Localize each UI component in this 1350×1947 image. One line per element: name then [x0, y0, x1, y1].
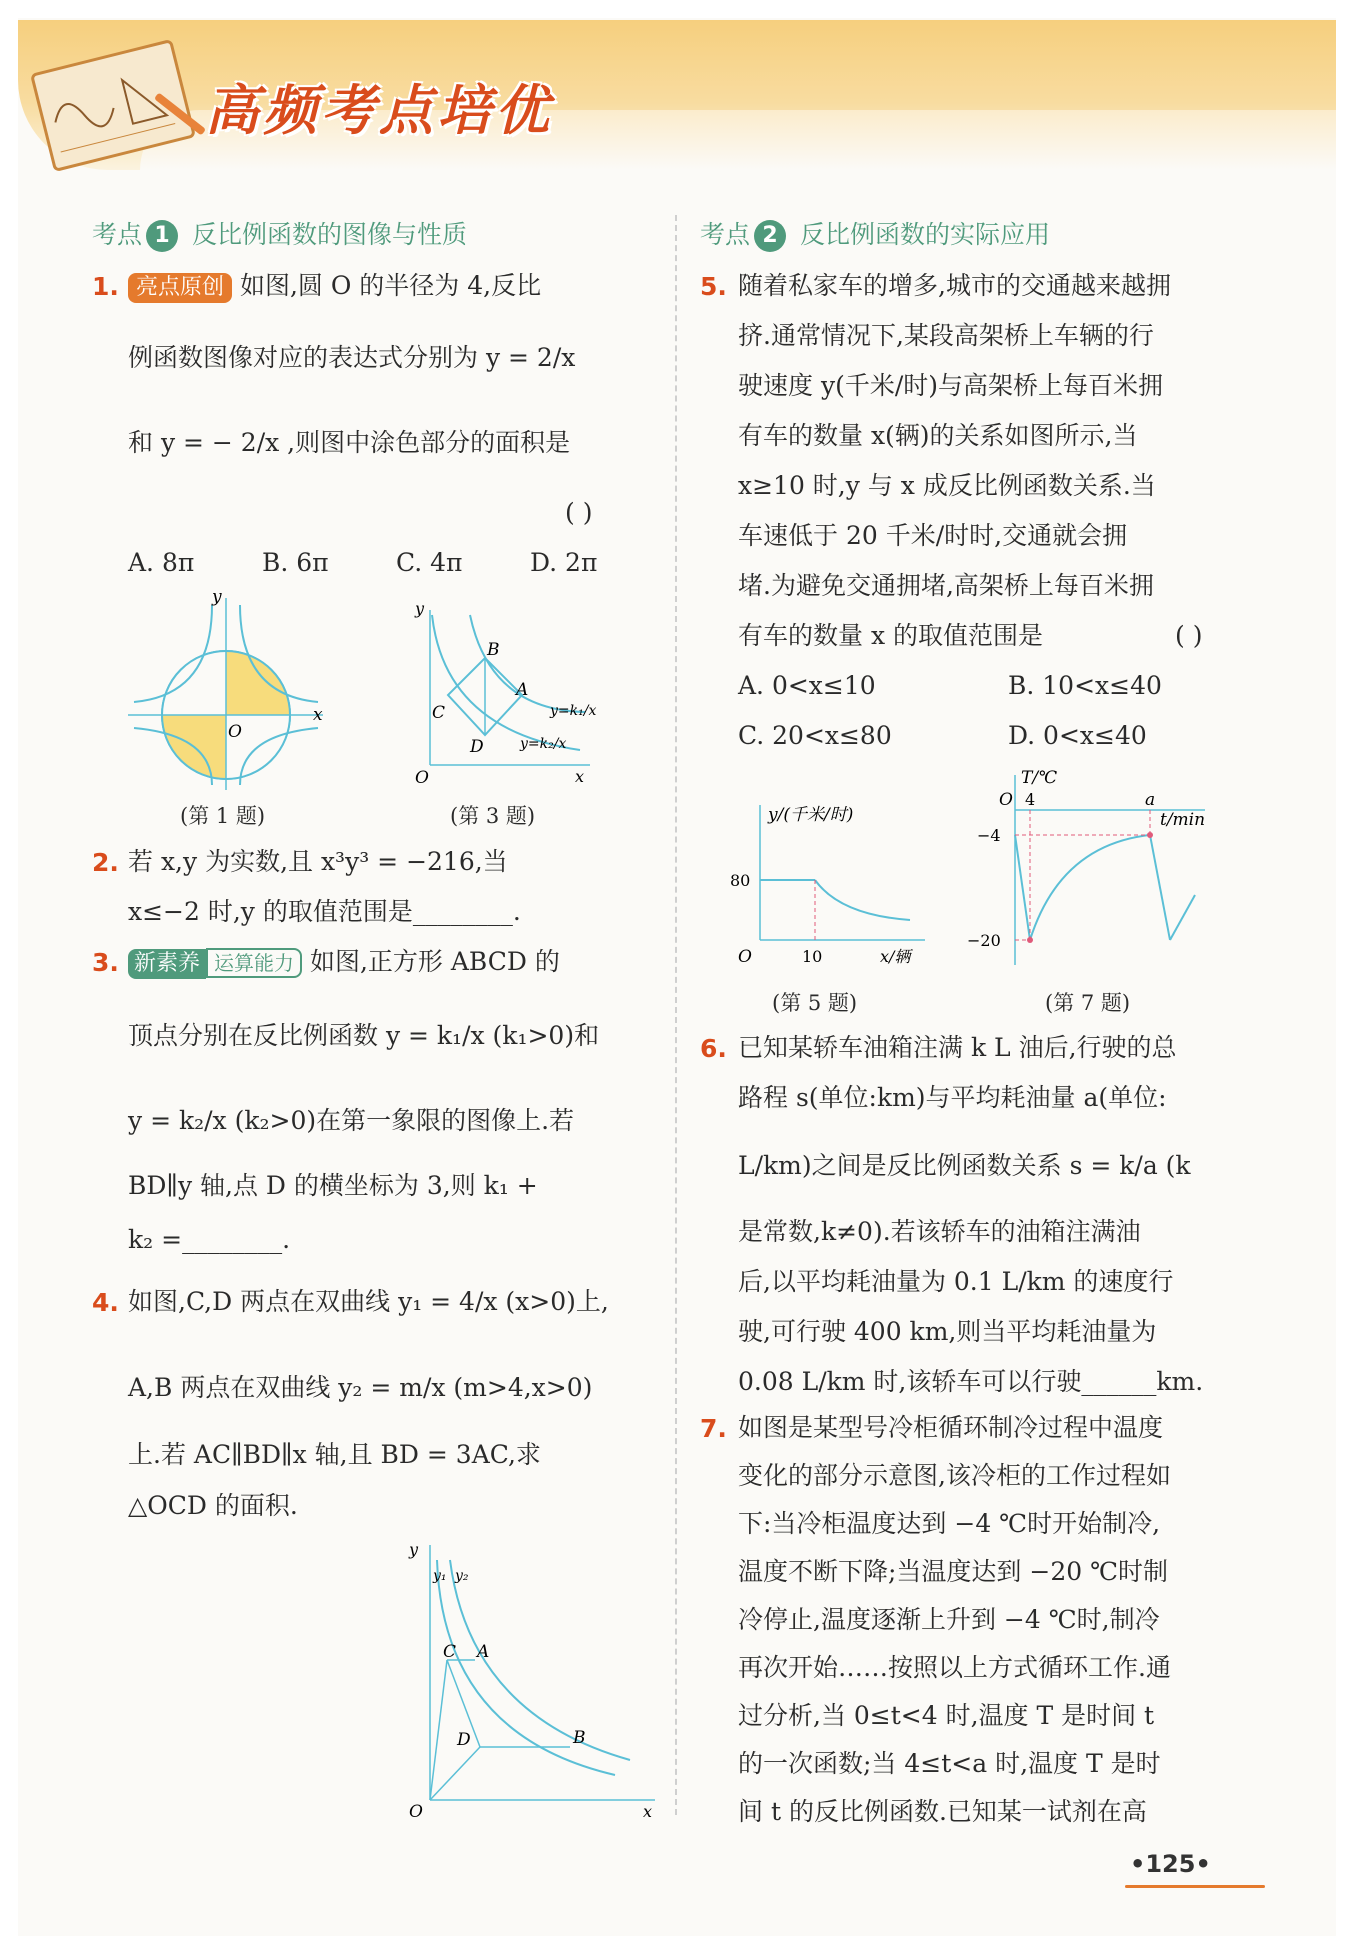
q7-line: 冷停止,温度逐渐上升到 −4 ℃时,制冷 — [738, 1605, 1160, 1634]
question-number: 5. — [700, 272, 727, 301]
q7-line: 的一次函数;当 4≤t<a 时,温度 T 是时 — [738, 1749, 1161, 1778]
svg-text:y: y — [415, 600, 425, 618]
question-number: 7. — [700, 1414, 727, 1443]
question-number: 2. — [92, 848, 119, 877]
q7-line: 变化的部分示意图,该冷柜的工作过程如 — [738, 1461, 1171, 1490]
q5-line: 随着私家车的增多,城市的交通越来越拥 — [738, 271, 1171, 300]
fig5-xlabel: x/辆 — [880, 947, 911, 966]
svg-text:C: C — [432, 703, 446, 723]
banner-title: 高频考点培优 — [205, 79, 553, 142]
svg-text:O: O — [409, 1802, 423, 1822]
section-label: 考点 — [700, 220, 751, 249]
fig7-v1: −4 — [977, 826, 1001, 845]
q4-line-1: 如图,C,D 两点在双曲线 y₁ = 4/x (x>0)上, — [128, 1287, 609, 1316]
figure-4 — [395, 1535, 665, 1825]
q5-line: 车速低于 20 千米/时时,交通就会拥 — [738, 521, 1128, 550]
q1-line-3: 和 y = − 2/x ,则图中涂色部分的面积是 — [128, 428, 571, 457]
q6-line: 是常数,k≠0).若该轿车的油箱注满油 — [738, 1217, 1141, 1246]
q4-line-4: △OCD 的面积. — [128, 1491, 298, 1520]
section-title: 反比例函数的图像与性质 — [192, 220, 468, 249]
figure-3-caption: (第 3 题) — [450, 804, 536, 828]
q2-line-2: x≤−2 时,y 的取值范围是________. — [128, 897, 521, 926]
svg-text:C: C — [443, 1642, 457, 1662]
svg-text:x: x — [575, 767, 585, 785]
q5-option-a[interactable]: A. 0<x≤10 — [738, 671, 876, 700]
q4-line-3: 上.若 AC∥BD∥x 轴,且 BD = 3AC,求 — [128, 1440, 541, 1469]
svg-text:D: D — [457, 1730, 471, 1750]
q6-line: 驶,可行驶 400 km,则当平均耗油量为 — [738, 1317, 1157, 1346]
q5-line: 挤.通常情况下,某段高架桥上车辆的行 — [738, 321, 1154, 350]
fig7-v2: −20 — [967, 931, 1001, 950]
svg-text:y: y — [409, 1540, 419, 1559]
svg-text:x: x — [643, 1802, 653, 1821]
q3-line-3: y = k₂/x (k₂>0)在第一象限的图像上.若 — [128, 1106, 575, 1135]
fig5-ylabel: y/(千米/时) — [768, 805, 854, 825]
q6-line: 后,以平均耗油量为 0.1 L/km 的速度行 — [738, 1267, 1174, 1296]
svg-text:y=k₂/x: y=k₂/x — [520, 736, 567, 752]
q7-line: 间 t 的反比例函数.已知某一试剂在高 — [738, 1797, 1147, 1826]
answer-paren: ( ) — [565, 498, 593, 527]
fig5-ytick: 80 — [730, 871, 751, 890]
q3-line-5: k₂ =________. — [128, 1225, 291, 1254]
q7-line: 下:当冷柜温度达到 −4 ℃时开始制冷, — [738, 1509, 1161, 1538]
q2-line-1: 若 x,y 为实数,且 x³y³ = −216,当 — [128, 847, 508, 876]
answer-paren: ( ) — [1175, 621, 1203, 650]
fig7-t1: 4 — [1025, 790, 1036, 809]
q6-line: 0.08 L/km 时,该轿车可以行驶______km. — [738, 1367, 1204, 1396]
q3-line-4: BD∥y 轴,点 D 的横坐标为 3,则 k₁ + — [128, 1171, 538, 1200]
q5-line: x≥10 时,y 与 x 成反比例函数关系.当 — [738, 471, 1156, 500]
q5-option-d[interactable]: D. 0<x≤40 — [1008, 721, 1147, 750]
svg-text:D: D — [470, 737, 484, 757]
section-number: 1 — [146, 220, 178, 252]
svg-text:A: A — [516, 680, 529, 700]
question-number: 4. — [92, 1288, 119, 1317]
q1-option-b[interactable]: B. 6π — [262, 548, 329, 577]
q7-line: 过分析,当 0≤t<4 时,温度 T 是时间 t — [738, 1701, 1155, 1730]
svg-text:O: O — [228, 722, 242, 742]
q3-line-2: 顶点分别在反比例函数 y = k₁/x (k₁>0)和 — [128, 1021, 600, 1050]
q3-line-1 — [128, 944, 560, 980]
q1-option-c[interactable]: C. 4π — [396, 548, 463, 577]
fig5-xtick: 10 — [802, 947, 823, 966]
question-number: 6. — [700, 1034, 727, 1063]
q7-line: 温度不断下降;当温度达到 −20 ℃时制 — [738, 1557, 1169, 1586]
section-header-1 — [92, 215, 467, 252]
q6-line: 已知某轿车油箱注满 k L 油后,行驶的总 — [738, 1033, 1177, 1062]
section-header-2 — [700, 215, 1050, 252]
column-divider — [675, 215, 677, 1815]
fig7-ta: a — [1145, 790, 1156, 810]
section-label: 考点 — [92, 220, 143, 249]
figure-3 — [390, 600, 630, 785]
figure-1 — [128, 590, 338, 790]
page-number: •125• — [1130, 1850, 1211, 1878]
svg-text:y₁: y₁ — [433, 1568, 447, 1584]
q4-line-2: A,B 两点在双曲线 y₂ = m/x (m>4,x>0) — [128, 1373, 593, 1402]
ability-tag: 运算能力 — [206, 948, 302, 978]
q1-line-2: 例函数图像对应的表达式分别为 y = 2/x — [128, 343, 576, 372]
page-number-underline — [1125, 1885, 1265, 1888]
q5-line: 有车的数量 x 的取值范围是 — [738, 621, 1043, 650]
new-literacy-tag: 新素养 — [128, 949, 206, 979]
fig5-origin: O — [738, 947, 752, 967]
question-number: 1. — [92, 272, 119, 301]
question-number: 3. — [92, 948, 119, 977]
svg-text:A: A — [477, 1642, 490, 1662]
fig7-xlabel: t/min — [1160, 810, 1206, 830]
section-title: 反比例函数的实际应用 — [800, 220, 1051, 249]
svg-text:y=k₁/x: y=k₁/x — [550, 703, 597, 719]
q7-line: 如图是某型号冷柜循环制冷过程中温度 — [738, 1413, 1164, 1442]
svg-text:B: B — [573, 1728, 586, 1748]
svg-text:y₂: y₂ — [455, 1568, 469, 1584]
fig7-ylabel: T/℃ — [1021, 768, 1058, 788]
fig7-origin: O — [999, 790, 1013, 810]
q6-line: 路程 s(单位:km)与平均耗油量 a(单位: — [738, 1083, 1167, 1112]
original-tag: 亮点原创 — [128, 273, 232, 303]
svg-text:B: B — [487, 640, 500, 660]
figure-5-caption: (第 5 题) — [772, 991, 858, 1015]
q5-line: 有车的数量 x(辆)的关系如图所示,当 — [738, 421, 1138, 450]
q1-text: 如图,圆 O 的半径为 4,反比 — [239, 271, 542, 300]
svg-text:O: O — [415, 768, 429, 785]
svg-text:y: y — [212, 590, 222, 607]
q3-text: 如图,正方形 ABCD 的 — [309, 947, 560, 976]
q1-option-a[interactable]: A. 8π — [128, 548, 195, 577]
q5-option-c[interactable]: C. 20<x≤80 — [738, 721, 892, 750]
figure-1-caption: (第 1 题) — [180, 804, 266, 828]
section-number: 2 — [754, 220, 786, 252]
figure-7-caption: (第 7 题) — [1045, 991, 1131, 1015]
q5-option-b[interactable]: B. 10<x≤40 — [1008, 671, 1162, 700]
q5-line: 驶速度 y(千米/时)与高架桥上每百米拥 — [738, 371, 1164, 400]
q7-line: 再次开始……按照以上方式循环工作.通 — [738, 1653, 1171, 1682]
q5-line: 堵.为避免交通拥堵,高架桥上每百米拥 — [738, 571, 1154, 600]
figure-7 — [955, 765, 1220, 980]
q1-line-1 — [128, 268, 541, 304]
q1-option-d[interactable]: D. 2π — [530, 548, 598, 577]
figure-5 — [720, 790, 930, 980]
q6-line: L/km)之间是反比例函数关系 s = k/a (k — [738, 1151, 1191, 1180]
svg-text:x: x — [313, 705, 323, 725]
